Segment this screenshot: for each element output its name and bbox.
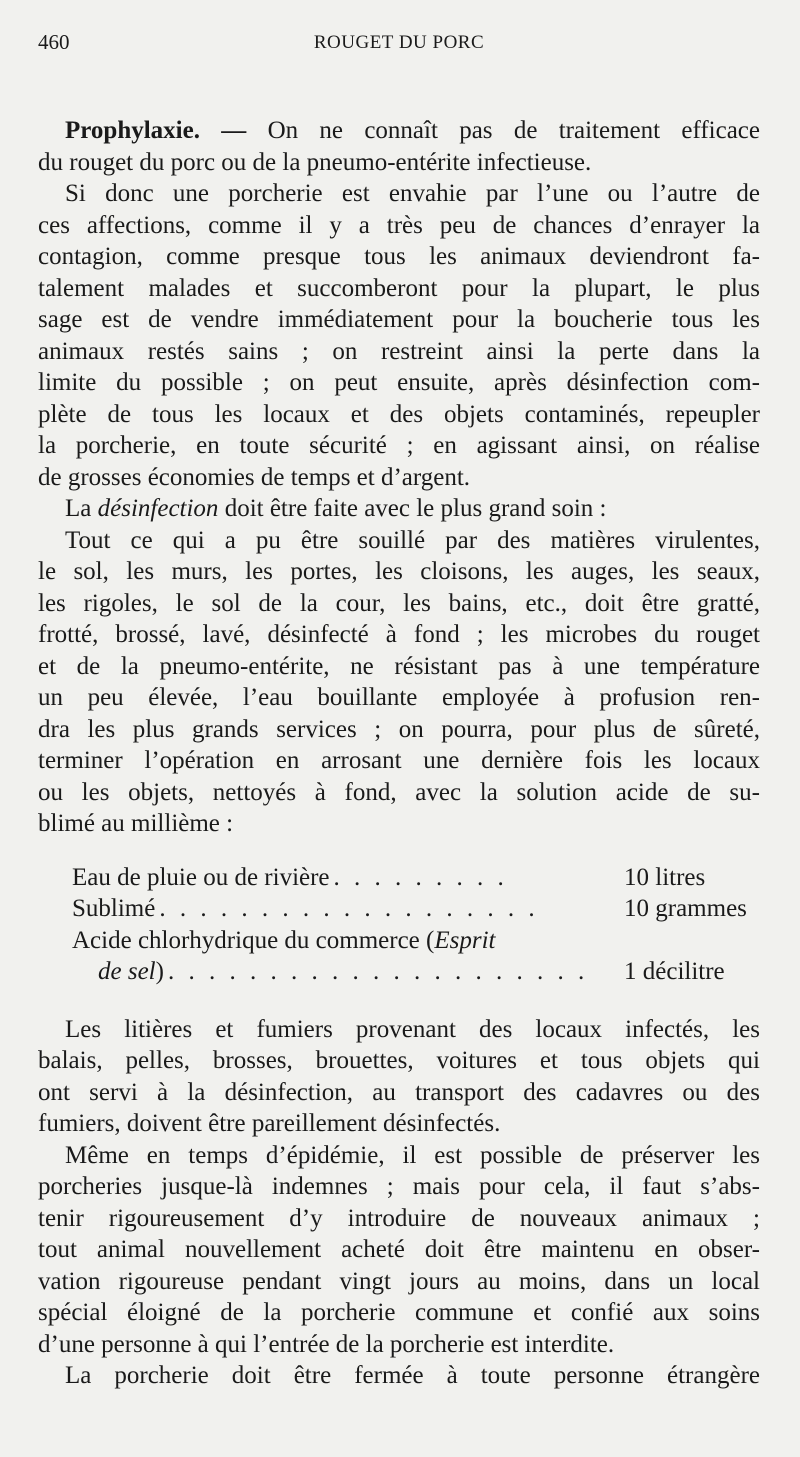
text-run: On ne connaît pas de traitement efficace <box>267 117 760 144</box>
text-line <box>38 462 760 494</box>
text-line <box>38 1329 760 1361</box>
paragraph <box>38 1360 760 1392</box>
ingredient-amount: 10 grammes <box>624 895 747 922</box>
text-section-after-formula <box>38 1014 760 1392</box>
text-run: la porcherie, en toute sécurité ; en agissant ainsi, on réalise <box>38 432 760 459</box>
ingredient-label <box>72 893 155 925</box>
italic-text-run: désinfection <box>97 495 219 522</box>
text-run: contagion, comme presque tous les animaux deviendront fa- <box>38 243 760 270</box>
formula-row <box>72 862 760 894</box>
text-line <box>38 241 760 273</box>
text-run: frotté, brossé, lavé, désinfecté à fond ; les microbes du rouget <box>38 621 760 648</box>
text-run: doit être faite avec le plus grand soin : <box>218 495 607 522</box>
text-run: terminer l’opération en arrosant une dernière fois les locaux <box>38 747 760 774</box>
paragraph <box>38 493 760 525</box>
text-line <box>38 1077 760 1109</box>
text-line <box>38 1266 760 1298</box>
text-run: d’une personne à qui l’entrée de la porcherie est interdite. <box>38 1330 615 1358</box>
formula-row <box>72 925 760 957</box>
text-line <box>38 210 760 242</box>
text-run: plète de tous les locaux et des objets contaminés, repeupler <box>38 400 760 428</box>
text-line <box>38 525 760 557</box>
leader-dots: . . . . . . . . . <box>333 863 508 891</box>
ingredient-label <box>72 862 330 894</box>
bold-text-run: Prophylaxie. — <box>65 117 268 144</box>
text-run: Tout ce qui a pu être souillé par des matières virulentes, <box>65 526 760 554</box>
text-run: Sublimé <box>72 895 156 922</box>
ingredient-amount: 10 litres <box>624 863 706 891</box>
text-run: les rigoles, le sol de la cour, les bains, etc., doit être gratté, <box>38 589 760 617</box>
disinfectant-formula <box>38 862 760 988</box>
text-line <box>38 336 760 368</box>
text-line <box>38 1140 760 1172</box>
text-run: ces affections, comme il y a très peu de chances d’enrayer la <box>38 211 760 239</box>
text-run: Même en temps d’épidémie, il est possible de préserver les <box>65 1141 760 1169</box>
text-run: Acide chlorhydrique du commerce ( <box>72 926 435 954</box>
text-run: ont servi à la désinfection, au transport des cadavres ou des <box>38 1078 760 1106</box>
text-run: ou les objets, nettoyés à fond, avec la solution acide de su- <box>38 778 760 806</box>
text-line <box>38 588 760 620</box>
text-line <box>38 367 760 399</box>
paragraph <box>38 1014 760 1140</box>
page-number: 460 <box>38 30 70 54</box>
text-line <box>38 1297 760 1329</box>
text-line <box>38 399 760 431</box>
text-line <box>38 1234 760 1266</box>
text-run: talement malades et succomberont pour la plupart, le plus <box>38 274 760 302</box>
page-header <box>38 30 760 70</box>
text-line <box>38 1171 760 1203</box>
text-run: limite du possible ; on peut ensuite, après désinfection com- <box>38 369 760 396</box>
italic-text-run: de sel <box>98 958 156 985</box>
text-line <box>38 682 760 714</box>
text-line <box>38 273 760 305</box>
text-run: La <box>65 495 98 522</box>
paragraph <box>38 525 760 840</box>
text-line <box>38 777 760 809</box>
paragraph <box>38 1140 760 1361</box>
text-line <box>38 147 760 179</box>
text-run: vation rigoureuse pendant vingt jours au moins, dans un local <box>38 1267 760 1295</box>
page-body <box>38 115 760 1392</box>
text-section-before-formula <box>38 115 760 840</box>
paragraph <box>38 115 760 178</box>
text-run: tenir rigoureusement d’y introduire de nouveaux animaux ; <box>38 1204 760 1232</box>
text-run: porcheries jusque-là indemnes ; mais pour cela, il faut s’abs- <box>38 1173 760 1200</box>
ingredient-amount <box>624 925 760 957</box>
ingredient-label <box>72 956 164 988</box>
text-line <box>38 493 760 525</box>
formula-row <box>72 956 760 988</box>
text-line <box>38 556 760 588</box>
text-line <box>38 304 760 336</box>
text-line <box>38 1108 760 1140</box>
text-run: ) <box>155 958 164 985</box>
text-run: sage est de vendre immédiatement pour la boucherie tous les <box>38 306 760 333</box>
text-line <box>38 178 760 210</box>
text-line <box>38 430 760 462</box>
ingredient-label <box>72 925 495 957</box>
text-run: blimé au millième : <box>38 810 234 837</box>
text-line <box>38 651 760 683</box>
text-run: le sol, les murs, les portes, les cloisons, les auges, les seaux, <box>38 558 760 585</box>
text-line <box>38 1360 760 1392</box>
text-run: fumiers, doivent être pareillement désinfectés. <box>38 1110 501 1137</box>
leader-dots: . . . . . . . . . . . . . . . . . . . . . <box>167 958 589 985</box>
text-line <box>38 1203 760 1235</box>
text-run: Les litières et fumiers provenant des locaux infectés, les <box>65 1015 760 1043</box>
text-line <box>38 1014 760 1046</box>
paragraph <box>38 178 760 493</box>
formula-row <box>72 893 760 925</box>
text-line <box>38 808 760 840</box>
text-run: dra les plus grands services ; on pourra, pour plus de sûreté, <box>38 715 760 743</box>
text-run: spécial éloigné de la porcherie commune et confié aux soins <box>38 1299 760 1326</box>
text-run: et de la pneumo-entérite, ne résistant pas à une température <box>38 652 760 680</box>
text-run: animaux restés sains ; on restreint ainsi la perte dans la <box>38 337 760 365</box>
italic-text-run: Esprit <box>434 926 496 954</box>
text-line <box>38 1045 760 1077</box>
running-title: ROUGET DU PORC <box>313 32 485 53</box>
text-line <box>38 714 760 746</box>
text-line <box>38 745 760 777</box>
text-line <box>38 619 760 651</box>
text-run: Si donc une porcherie est envahie par l’une ou l’autre de <box>65 180 760 207</box>
text-run: balais, pelles, brosses, brouettes, voitures et tous objets qui <box>38 1047 760 1074</box>
ingredient-amount: 1 décilitre <box>624 958 725 985</box>
text-run: La porcherie doit être fermée à toute personne étrangère <box>65 1362 760 1389</box>
text-run: du rouget du porc ou de la pneumo-entérite infectieuse. <box>38 148 592 176</box>
text-run: un peu élevée, l’eau bouillante employée à profusion ren- <box>38 684 760 711</box>
leader-dots <box>495 925 624 957</box>
text-run: de grosses économies de temps et d’argent. <box>38 463 471 491</box>
text-run: Eau de pluie ou de rivière <box>72 863 330 891</box>
text-line <box>38 115 760 147</box>
text-run: tout animal nouvellement acheté doit être maintenu en obser- <box>38 1236 760 1263</box>
leader-dots: . . . . . . . . . . . . . . . . . . . <box>159 895 539 922</box>
